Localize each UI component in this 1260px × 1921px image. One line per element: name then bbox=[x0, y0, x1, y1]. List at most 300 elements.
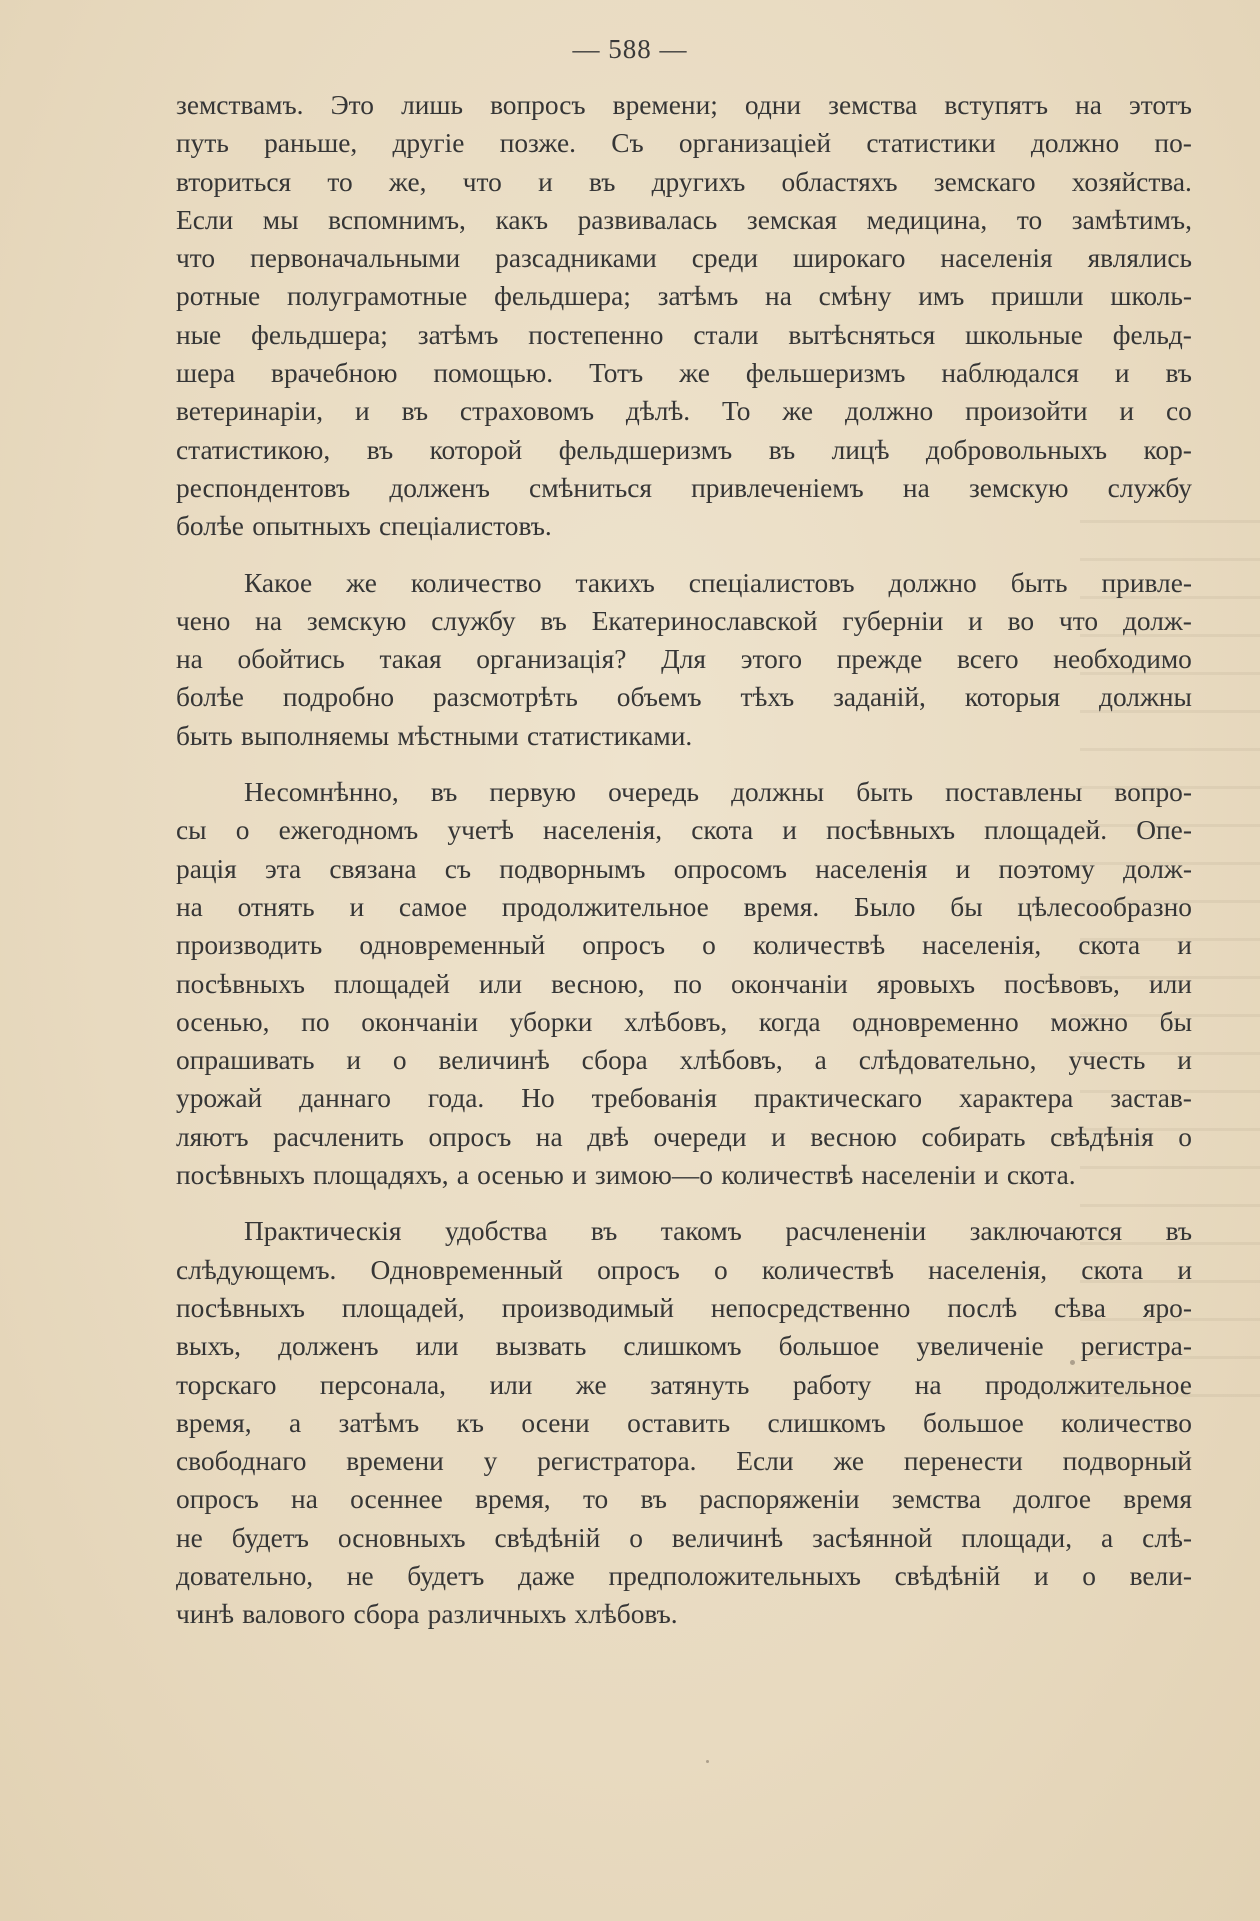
word: фельдшеризмъ bbox=[558, 434, 733, 465]
word: обойтись bbox=[237, 644, 345, 675]
word: школьные bbox=[965, 319, 1083, 350]
word: широкаго bbox=[792, 243, 906, 274]
word: различныхъ bbox=[427, 1599, 567, 1630]
word: то bbox=[582, 1484, 609, 1515]
word: вспомнимъ, bbox=[328, 204, 466, 235]
word: практическаго bbox=[753, 1083, 923, 1114]
word: и bbox=[538, 166, 553, 197]
word: Тотъ bbox=[589, 358, 644, 389]
text-line bbox=[176, 1251, 1192, 1289]
word: поэтому bbox=[998, 853, 1095, 884]
word: лицѣ bbox=[831, 434, 890, 465]
word: и bbox=[771, 1121, 786, 1152]
text-line bbox=[176, 811, 1192, 849]
word: же bbox=[346, 567, 377, 598]
word: величинѣ bbox=[671, 1522, 784, 1553]
word: къ bbox=[456, 1407, 484, 1438]
word: позже. bbox=[499, 128, 576, 159]
text-line bbox=[176, 277, 1192, 315]
word: являлись bbox=[1087, 243, 1192, 274]
word: на bbox=[902, 472, 930, 503]
word: Екатеринославской bbox=[591, 605, 818, 636]
word: спеціалистовъ bbox=[688, 567, 855, 598]
word: распоряженіи bbox=[699, 1484, 860, 1515]
word: въ bbox=[401, 396, 428, 427]
word: населеніи bbox=[861, 1160, 976, 1191]
word: опросъ bbox=[597, 1254, 680, 1285]
word: развивалась bbox=[577, 204, 718, 235]
word: подворнымъ bbox=[499, 853, 646, 884]
word: населенія bbox=[815, 853, 928, 884]
word: прежде bbox=[836, 644, 923, 675]
word: смѣниться bbox=[529, 472, 652, 503]
word: слѣ- bbox=[1142, 1522, 1192, 1553]
word: вступятъ bbox=[944, 90, 1049, 120]
word: должно bbox=[888, 567, 977, 598]
word: урожай bbox=[176, 1083, 263, 1114]
word: бы bbox=[950, 891, 983, 922]
word: которой bbox=[429, 434, 523, 465]
word: добровольныхъ bbox=[925, 434, 1107, 465]
word: статистикою, bbox=[176, 434, 331, 465]
word: посѣвныхъ bbox=[176, 1160, 305, 1191]
word: сѣва bbox=[1054, 1292, 1106, 1323]
word: и bbox=[782, 815, 797, 846]
word: другихъ bbox=[651, 166, 746, 197]
text-line bbox=[176, 86, 1192, 124]
page-number: — 588 — bbox=[572, 34, 688, 64]
word: мѣстными bbox=[397, 720, 519, 751]
text-line bbox=[176, 1327, 1192, 1365]
word: цѣлесообразно bbox=[1017, 891, 1192, 922]
word: послѣ bbox=[947, 1292, 1018, 1323]
word: съ bbox=[444, 853, 472, 884]
word: на bbox=[291, 1484, 318, 1515]
word: произойти bbox=[965, 396, 1088, 427]
word: разсадниками bbox=[495, 243, 657, 274]
word: службу bbox=[431, 605, 516, 636]
word: долженъ bbox=[278, 1331, 379, 1362]
word: помощью. bbox=[433, 358, 554, 389]
word: бы bbox=[1159, 1006, 1192, 1037]
word: и bbox=[1177, 1254, 1192, 1285]
word: слѣдовательно, bbox=[858, 1045, 1037, 1076]
word: фельдшера; bbox=[251, 319, 388, 350]
word: опросъ bbox=[582, 930, 666, 961]
word: отнять bbox=[237, 891, 315, 922]
text-line bbox=[176, 201, 1192, 239]
word: большое bbox=[923, 1407, 1024, 1438]
word: двѣ bbox=[587, 1121, 629, 1152]
word: скота bbox=[691, 815, 754, 846]
word: должны bbox=[1099, 682, 1192, 713]
word: смѣну bbox=[818, 281, 892, 312]
word: же bbox=[575, 1369, 607, 1400]
word: на bbox=[176, 891, 203, 922]
word: раньше, bbox=[264, 128, 358, 159]
word: по- bbox=[1154, 128, 1192, 159]
word: зимою—о bbox=[594, 1160, 713, 1191]
word: какъ bbox=[495, 204, 548, 235]
word: на bbox=[1075, 90, 1102, 120]
word: наблюдался bbox=[941, 358, 1079, 389]
word: Но bbox=[521, 1083, 555, 1114]
word: затянуть bbox=[650, 1369, 750, 1400]
word: посѣвныхъ bbox=[176, 1292, 305, 1323]
word: осенью, bbox=[176, 1006, 270, 1037]
word: въ bbox=[366, 434, 394, 465]
word: на bbox=[914, 1369, 942, 1400]
text-line bbox=[176, 124, 1192, 162]
word: посѣвныхъ bbox=[176, 968, 305, 999]
word: вытѣсняться bbox=[788, 319, 936, 350]
word: опросъ bbox=[428, 1121, 512, 1152]
word: спеціалистовъ. bbox=[379, 511, 552, 542]
word: хлѣбовъ, bbox=[679, 1045, 783, 1076]
text-line bbox=[176, 1003, 1192, 1041]
word: на bbox=[255, 605, 282, 636]
word: количествѣ bbox=[761, 1254, 894, 1285]
word: чинѣ bbox=[176, 1599, 234, 1630]
word: производить bbox=[176, 930, 323, 961]
word: стали bbox=[693, 319, 759, 350]
word: время, bbox=[475, 1484, 551, 1515]
text-line bbox=[176, 1557, 1192, 1595]
word: или bbox=[479, 968, 523, 999]
word: расчленить bbox=[273, 1121, 404, 1152]
word: же bbox=[782, 396, 814, 427]
word: будетъ bbox=[407, 1560, 485, 1591]
text-line bbox=[176, 1366, 1192, 1404]
word: чено bbox=[176, 605, 231, 636]
text-line bbox=[176, 507, 1192, 545]
word: персонала, bbox=[319, 1369, 447, 1400]
word: скота bbox=[1078, 930, 1141, 961]
paragraph-gap bbox=[176, 755, 1192, 773]
word: что bbox=[1058, 605, 1099, 636]
word: посѣвовъ, bbox=[1004, 968, 1120, 999]
word: валового bbox=[242, 1599, 346, 1630]
word: на bbox=[176, 644, 203, 675]
word: количествѣ bbox=[752, 930, 886, 961]
word: регистра- bbox=[1080, 1331, 1192, 1362]
word: время, bbox=[176, 1407, 252, 1438]
word: въ bbox=[640, 1484, 667, 1515]
body-text bbox=[176, 86, 1192, 1634]
word: количествѣ bbox=[721, 1160, 854, 1191]
word: населенія, bbox=[922, 930, 1042, 961]
word: то bbox=[1016, 204, 1043, 235]
word: Съ bbox=[611, 128, 644, 159]
word: въ bbox=[590, 1216, 618, 1247]
word: ежегодномъ bbox=[278, 815, 419, 846]
word: тѣхъ bbox=[740, 682, 795, 713]
word: въ bbox=[588, 166, 616, 197]
word: количество bbox=[410, 567, 542, 598]
word: населенія, bbox=[928, 1254, 1048, 1285]
word: же bbox=[679, 358, 710, 389]
word: требованія bbox=[591, 1083, 718, 1114]
word: слѣдующемъ. bbox=[176, 1254, 337, 1285]
word: земствамъ. bbox=[176, 90, 304, 120]
word: долженъ bbox=[389, 472, 490, 503]
word: даннаго bbox=[299, 1083, 391, 1114]
text-line bbox=[176, 888, 1192, 926]
word: разсмотрѣть bbox=[433, 682, 578, 713]
word: когда bbox=[758, 1006, 821, 1037]
text-line bbox=[176, 1289, 1192, 1327]
word: о bbox=[702, 930, 716, 961]
word: окончаніи bbox=[731, 968, 848, 999]
word: полуграмотные bbox=[287, 281, 468, 312]
word: осенью bbox=[477, 1160, 564, 1191]
paragraph-gap bbox=[176, 1194, 1192, 1212]
word: вопро- bbox=[1114, 777, 1192, 808]
text-line bbox=[176, 239, 1192, 277]
word: долгое bbox=[1013, 1484, 1091, 1515]
text-line bbox=[176, 392, 1192, 430]
word: будетъ bbox=[231, 1522, 309, 1553]
word: а bbox=[814, 1045, 827, 1076]
text-line bbox=[176, 850, 1192, 888]
word: сбора bbox=[581, 1045, 648, 1076]
word: среди bbox=[691, 243, 758, 274]
word: свѣдѣній bbox=[894, 1560, 1001, 1591]
word: быть bbox=[1010, 567, 1068, 598]
word: рація bbox=[176, 853, 237, 884]
word: привле- bbox=[1101, 567, 1192, 598]
word: Какое bbox=[244, 567, 313, 598]
word: земская bbox=[746, 204, 837, 235]
word: Было bbox=[853, 891, 916, 922]
word: свѣдѣній bbox=[494, 1522, 601, 1553]
text-line bbox=[176, 965, 1192, 1003]
word: можно bbox=[1050, 1006, 1128, 1037]
word: на bbox=[765, 281, 792, 312]
word: затѣмъ bbox=[338, 1407, 420, 1438]
word: не bbox=[346, 1560, 374, 1591]
word: вели- bbox=[1129, 1560, 1192, 1591]
word: посѣвныхъ bbox=[826, 815, 955, 846]
word: долж- bbox=[1122, 605, 1192, 636]
word: организаціей bbox=[678, 128, 832, 159]
word: первоначальными bbox=[250, 243, 461, 274]
word: времени; bbox=[612, 90, 718, 120]
word: вториться bbox=[176, 166, 292, 197]
word: регистратора. bbox=[537, 1446, 697, 1477]
text-line bbox=[176, 717, 1192, 755]
word: въ bbox=[1165, 1216, 1192, 1247]
word: фельд- bbox=[1112, 319, 1192, 350]
word: этотъ bbox=[1129, 90, 1192, 120]
text-line bbox=[176, 926, 1192, 964]
word: болѣе bbox=[176, 511, 244, 542]
word: сы bbox=[176, 815, 207, 846]
word: предположительныхъ bbox=[608, 1560, 861, 1591]
word: а bbox=[1101, 1522, 1114, 1553]
word: удобства bbox=[444, 1216, 548, 1247]
word: вызвать bbox=[495, 1331, 587, 1362]
text-line bbox=[176, 564, 1192, 602]
word: очередь bbox=[608, 777, 699, 808]
word: быть bbox=[176, 720, 233, 751]
word: осеннее bbox=[350, 1484, 443, 1515]
word: и bbox=[983, 1160, 999, 1191]
word: необходимо bbox=[1053, 644, 1192, 675]
word: должны bbox=[731, 777, 825, 808]
word: о bbox=[235, 815, 250, 846]
word: площадей, bbox=[341, 1292, 465, 1323]
word: продолжительное bbox=[985, 1369, 1192, 1400]
word: привлеченіемъ bbox=[691, 472, 864, 503]
word: или bbox=[489, 1369, 533, 1400]
word: даже bbox=[517, 1560, 575, 1591]
paper-speck bbox=[706, 1760, 709, 1763]
word: земскую bbox=[306, 605, 407, 636]
text-line bbox=[176, 640, 1192, 678]
word: шера bbox=[176, 358, 236, 389]
word: Одновременный bbox=[370, 1254, 563, 1285]
word: респондентовъ bbox=[176, 472, 351, 503]
word: затѣмъ bbox=[657, 281, 739, 312]
word: продолжительное bbox=[501, 891, 709, 922]
text-line bbox=[176, 431, 1192, 469]
paragraph bbox=[176, 86, 1192, 546]
word: собирать bbox=[921, 1121, 1026, 1152]
word: То bbox=[722, 396, 751, 427]
word: ротные bbox=[176, 281, 261, 312]
word: свѣдѣнія bbox=[1050, 1121, 1154, 1152]
word: опросомъ bbox=[673, 853, 787, 884]
word: выхъ, bbox=[176, 1331, 241, 1362]
word: Практическія bbox=[244, 1216, 402, 1247]
word: перенести bbox=[903, 1446, 1023, 1477]
word: Для bbox=[661, 644, 707, 675]
word: и bbox=[1119, 396, 1135, 427]
word: фельдшера; bbox=[494, 281, 631, 312]
word: населенія, bbox=[543, 815, 663, 846]
word: земскую bbox=[968, 472, 1069, 503]
word: медицина, bbox=[866, 204, 988, 235]
word: характера bbox=[959, 1083, 1074, 1114]
word: въ bbox=[430, 777, 458, 808]
word: застав- bbox=[1110, 1083, 1192, 1114]
word: то bbox=[327, 166, 353, 197]
word: опрашивать bbox=[176, 1045, 315, 1076]
word: и bbox=[1177, 1045, 1192, 1076]
word: въ bbox=[1165, 358, 1192, 389]
word: довательно, bbox=[176, 1560, 314, 1591]
word: сбора bbox=[353, 1599, 420, 1630]
word: и bbox=[1177, 930, 1192, 961]
word: скота. bbox=[1006, 1160, 1076, 1191]
word: такомъ bbox=[660, 1216, 742, 1247]
word: величинѣ bbox=[438, 1045, 550, 1076]
word: очереди bbox=[653, 1121, 747, 1152]
word: этого bbox=[740, 644, 803, 675]
word: скота bbox=[1081, 1254, 1144, 1285]
paragraph-gap bbox=[176, 546, 1192, 564]
word: службу bbox=[1107, 472, 1192, 503]
word: увеличеніе bbox=[916, 1331, 1044, 1362]
text-line bbox=[176, 678, 1192, 716]
word: во bbox=[1007, 605, 1035, 636]
word: первую bbox=[489, 777, 577, 808]
word: подробно bbox=[282, 682, 395, 713]
word: и bbox=[1033, 1560, 1049, 1591]
word: учесть bbox=[1068, 1045, 1146, 1076]
text-line bbox=[176, 163, 1192, 201]
word: которыя bbox=[964, 682, 1061, 713]
word: Несомнѣнно, bbox=[244, 777, 399, 808]
word: не bbox=[176, 1522, 203, 1553]
word: же bbox=[833, 1446, 865, 1477]
word: опросъ bbox=[176, 1484, 259, 1515]
word: объемъ bbox=[616, 682, 702, 713]
word: въ bbox=[540, 605, 567, 636]
word: выполняемы bbox=[241, 720, 390, 751]
word: по bbox=[673, 968, 702, 999]
word: слишкомъ bbox=[623, 1331, 742, 1362]
word: опытныхъ bbox=[252, 511, 371, 542]
word: одни bbox=[744, 90, 802, 120]
word: осени bbox=[521, 1407, 590, 1438]
word: статистики bbox=[866, 128, 996, 159]
word: или bbox=[1148, 968, 1192, 999]
word: весною bbox=[810, 1121, 897, 1152]
word: хозяйства. bbox=[1071, 166, 1192, 197]
word: организація? bbox=[476, 644, 627, 675]
word: со bbox=[1166, 396, 1192, 427]
word: торскаго bbox=[176, 1369, 277, 1400]
word: вопросъ bbox=[490, 90, 586, 120]
word: ветеринаріи, bbox=[176, 396, 324, 427]
word: что bbox=[176, 243, 216, 274]
word: пришли bbox=[991, 281, 1084, 312]
word: слишкомъ bbox=[767, 1407, 886, 1438]
word: подворный bbox=[1062, 1446, 1192, 1477]
word: засѣянной bbox=[812, 1522, 933, 1553]
word: большое bbox=[778, 1331, 880, 1362]
word: и bbox=[968, 605, 983, 636]
word: оставить bbox=[627, 1407, 731, 1438]
word: Опе- bbox=[1136, 815, 1192, 846]
text-line bbox=[176, 1442, 1192, 1480]
word: земства bbox=[891, 1484, 982, 1515]
word: замѣтимъ, bbox=[1071, 204, 1192, 235]
text-line bbox=[176, 1156, 1192, 1194]
word: хлѣбовъ, bbox=[624, 1006, 728, 1037]
word: въ bbox=[768, 434, 796, 465]
word: губерніи bbox=[842, 605, 944, 636]
text-line bbox=[176, 1212, 1192, 1250]
word: школь- bbox=[1110, 281, 1192, 312]
word: должно bbox=[844, 396, 934, 427]
word: земства bbox=[828, 90, 918, 120]
word: у bbox=[483, 1446, 498, 1477]
word: весною, bbox=[551, 968, 645, 999]
word: о bbox=[1178, 1121, 1192, 1152]
word: время. bbox=[743, 891, 820, 922]
paragraph bbox=[176, 1212, 1192, 1633]
text-line bbox=[176, 1480, 1192, 1518]
word: и bbox=[572, 1160, 587, 1191]
word: быть bbox=[856, 777, 913, 808]
word: что bbox=[462, 166, 502, 197]
word: ляютъ bbox=[176, 1121, 249, 1152]
word: такая bbox=[379, 644, 442, 675]
text-line bbox=[176, 354, 1192, 392]
